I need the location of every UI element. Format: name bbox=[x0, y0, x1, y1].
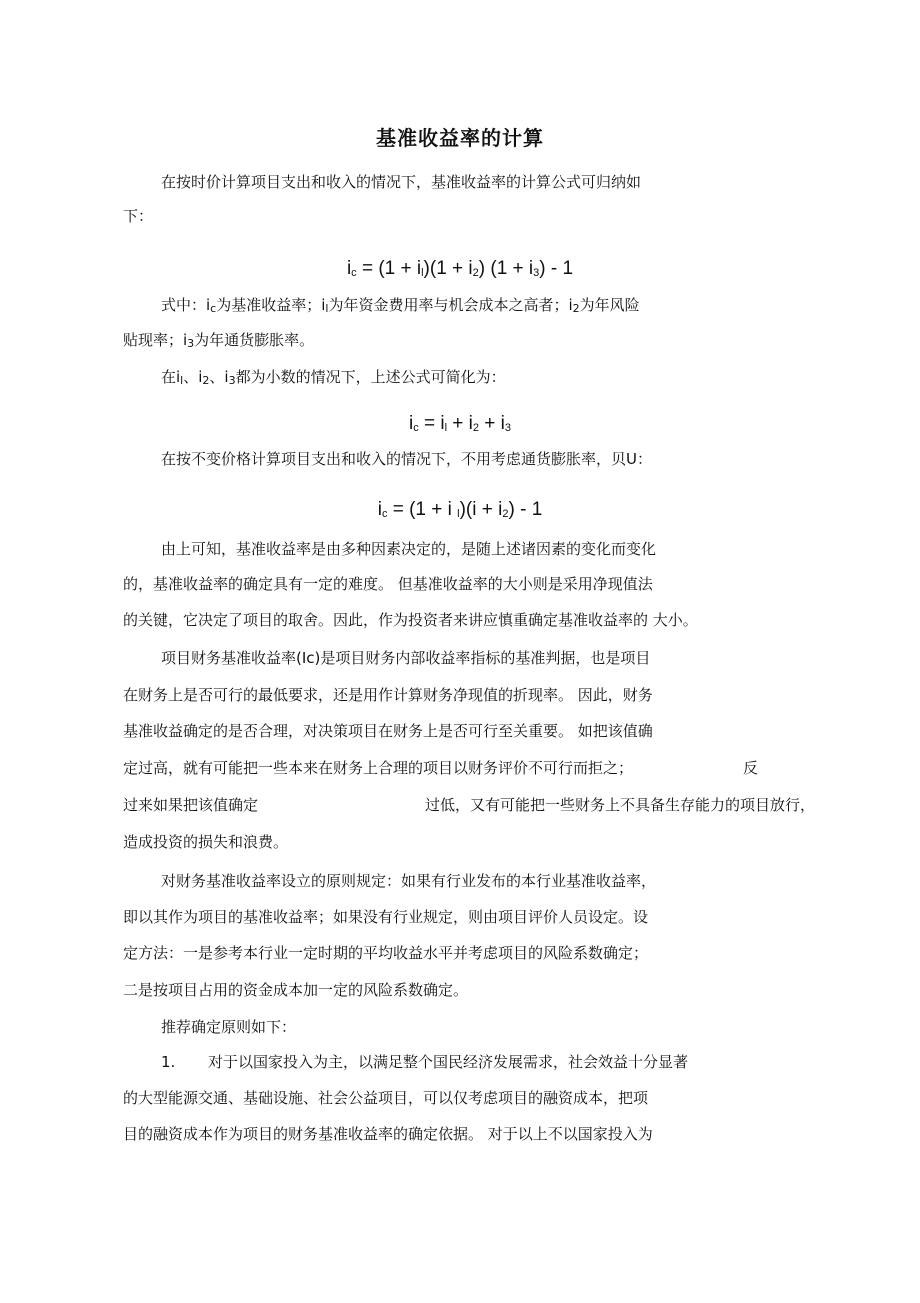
paragraph-2-line-2: 贴现率；$i_3$为年通货膨胀率。 bbox=[123, 331, 315, 350]
paragraph-6-line-5-start: 过来如果把该值确定 bbox=[123, 796, 259, 814]
list-item-1-line-3: 目的融资成本作为项目的财务基准收益率的确定依据。 对于以上不以国家投入为 bbox=[123, 1125, 653, 1143]
formula-constant-price: $i_c = (1 + i$ $_l)(i + i_2) - 1$ bbox=[377, 499, 543, 520]
paragraph-3: 在$i_l$、$i_2$、$i_3$都为小数的情况下，上述公式可简化为： bbox=[161, 368, 506, 387]
paragraph-6-line-2: 在财务上是否可行的最低要求，还是用作计算财务净现值的折现率。 因此，财务 bbox=[123, 686, 653, 704]
paragraph-1-line-2: 下： bbox=[123, 207, 154, 225]
paragraph-5-line-2: 的，基准收益率的确定具有一定的难度。 但基准收益率的大小则是采用净现值法 bbox=[123, 575, 653, 593]
document-title: 基准收益率的计算 bbox=[376, 126, 544, 150]
paragraph-5-line-1: 由上可知，基准收益率是由多种因素决定的，是随上述诸因素的变化而变化 bbox=[161, 540, 657, 558]
formula-simplified: $i_c = i_l + i_2 + i_3$ bbox=[408, 413, 512, 434]
paragraph-6-line-1: 项目财务基准收益率(Ic)是项目财务内部收益率指标的基准判据，也是项目 bbox=[161, 649, 651, 667]
list-item-number: 1. bbox=[161, 1053, 176, 1071]
paragraph-6-line-3: 基准收益确定的是否合理，对决策项目在财务上是否可行至关重要。 如把该值确 bbox=[123, 722, 653, 740]
paragraph-6-line-5-end: 过低，又有可能把一些财务上不具备生存能力的项目放行， bbox=[425, 796, 816, 814]
paragraph-6-line-6: 造成投资的损失和浪费。 bbox=[123, 833, 289, 851]
list-item-1-line-2: 的大型能源交通、基础设施、社会公益项目，可以仅考虑项目的融资成本，把项 bbox=[123, 1089, 649, 1107]
paragraph-2-line-1: 式中：$i_c$为基准收益率；$i_l$为年资金费用率与机会成本之高者；$i_2$为年风险 bbox=[161, 296, 640, 315]
paragraph-4: 在按不变价格计算项目支出和收入的情况下，不用考虑通货膨胀率，贝U： bbox=[161, 450, 652, 468]
formula-compound-rate: $i_c = (1 + i_l)(1 + i_2) (1 + i_3) - 1$ bbox=[346, 258, 574, 279]
paragraph-7-line-3: 定方法：一是参考本行业一定时期的平均收益水平并考虑项目的风险系数确定； bbox=[123, 944, 649, 962]
paragraph-7-line-2: 即以其作为项目的基准收益率；如果没有行业规定，则由项目评价人员设定。设 bbox=[123, 908, 649, 926]
paragraph-5-line-3: 的关键，它决定了项目的取舍。因此，作为投资者来讲应慎重确定基准收益率的 大小。 bbox=[123, 611, 698, 629]
paragraph-7-line-1: 对财务基准收益率设立的原则规定：如果有行业发布的本行业基准收益率， bbox=[161, 872, 657, 890]
paragraph-1-line-1: 在按时价计算项目支出和收入的情况下，基准收益率的计算公式可归纳如 bbox=[161, 173, 642, 191]
paragraph-8: 推荐确定原则如下： bbox=[161, 1018, 297, 1036]
paragraph-6-line-4-end: 反 bbox=[743, 759, 759, 777]
paragraph-6-line-4: 定过高，就有可能把一些本来在财务上合理的项目以财务评价不可行而拒之； bbox=[123, 759, 634, 777]
paragraph-7-line-4: 二是按项目占用的资金成本加一定的风险系数确定。 bbox=[123, 981, 469, 999]
list-item-1-line-1: 对于以国家投入为主，以满足整个国民经济发展需求，社会效益十分显著 bbox=[208, 1053, 689, 1071]
